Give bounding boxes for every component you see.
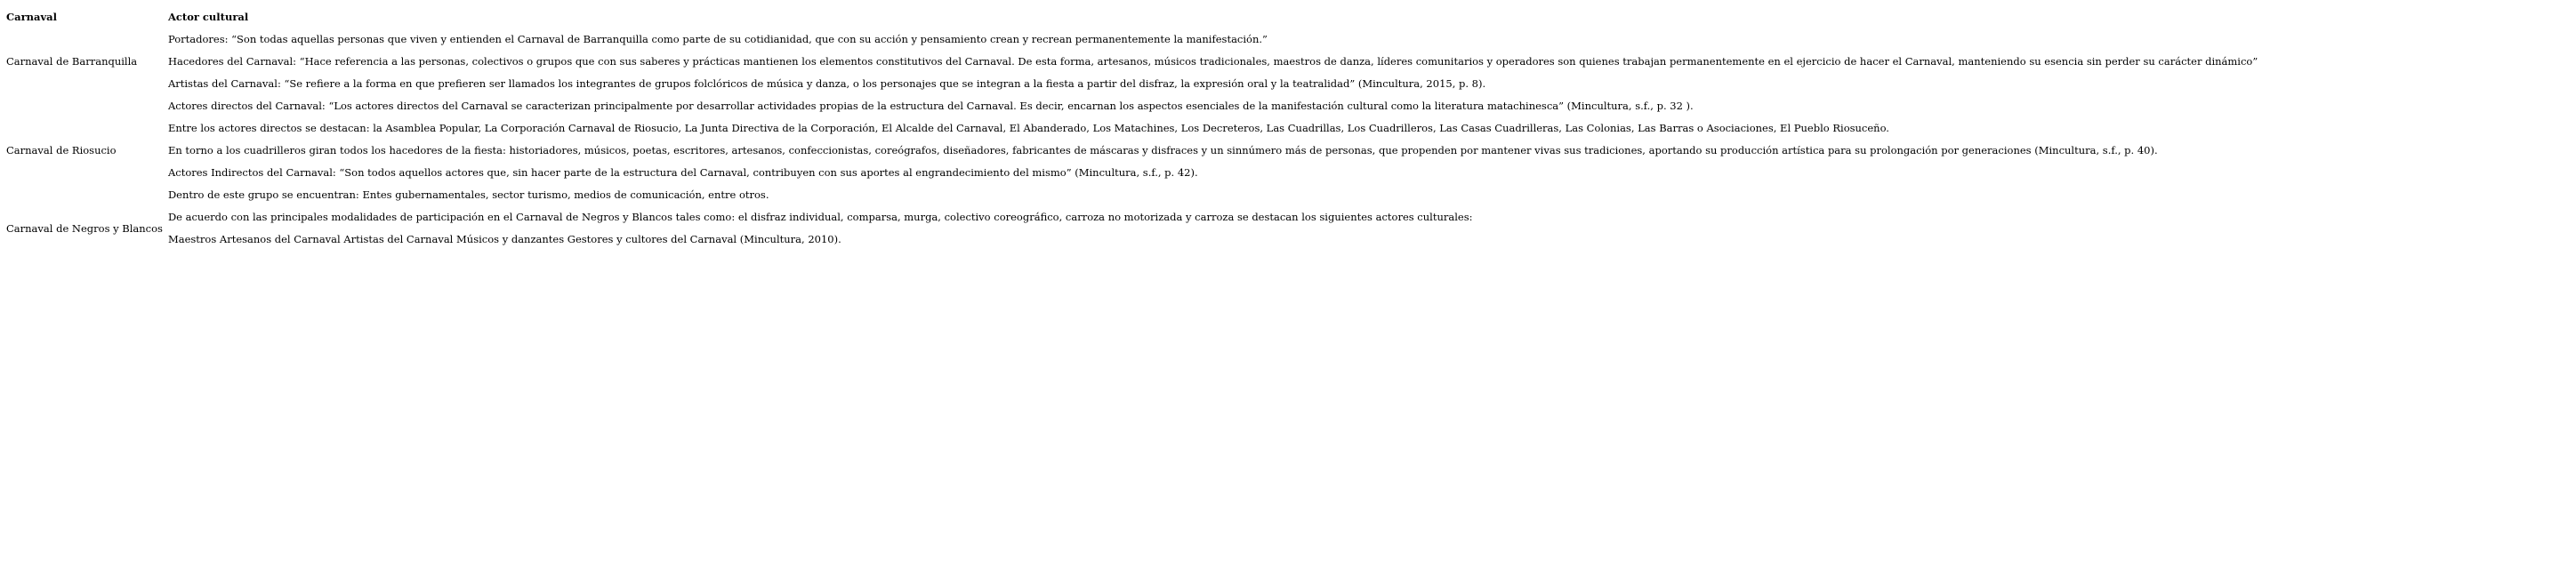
table-row bbox=[4, 73, 2260, 95]
header-actor-cultural: Actor cultural bbox=[167, 11, 249, 23]
actor-cell: Portadores: “Son todas aquellas personas que viven y entienden el Carnaval de Barranquilla como parte de su cotidianidad, que con su acción y pensamiento crean y recrean permanentemente la manifestación.” bbox=[167, 33, 1268, 45]
actor-cell: Actores directos del Carnaval: “Los actores directos del Carnaval se caracterizan principalmente por desarrollar actividades propias de la estructura del Carnaval. Es decir, encarnan los aspectos esenciales de la manifestación cultural como la literatura matachinesca” (Mincultura, s.f., p. 32 ). bbox=[167, 100, 1694, 112]
table-row bbox=[4, 95, 2260, 117]
actor-cell: Artistas del Carnaval: “Se refiere a la forma en que prefieren ser llamados los integrantes de grupos folclóricos de música y danza, o los personajes que se integran a la fiesta a partir del disfraz, la expresión oral y la teatralidad” (Mincultura, 2015, p. 8). bbox=[167, 77, 1486, 90]
carnaval-actors-table bbox=[4, 6, 2260, 251]
actor-cell: Maestros Artesanos del Carnaval Artistas del Carnaval Músicos y danzantes Gestores y cultores del Carnaval (Mincultura, 2010). bbox=[167, 233, 841, 245]
actor-cell: De acuerdo con las principales modalidades de participación en el Carnaval de Negros y Blancos tales como: el disfraz individual, comparsa, murga, colectivo coreográfico, carroza no motorizada y carroza se destacan los siguientes actores culturales: bbox=[167, 211, 1473, 223]
table-row bbox=[4, 228, 2260, 251]
table-row bbox=[4, 28, 2260, 51]
carnaval-name-cell: Carnaval de Barranquilla bbox=[6, 55, 138, 68]
actor-cell: Entre los actores directos se destacan: la Asamblea Popular, La Corporación Carnaval de Riosucio, La Junta Directiva de la Corporación, El Alcalde del Carnaval, El Abanderado, Los Matachines, Los Decreteros, Las Cuadrillas, Los Cuadrilleros, Las Casas Cuadrilleras, Las Colonias, Las Barras o Asociaciones, El Pueblo Riosuceño. bbox=[167, 122, 1889, 134]
table-row bbox=[4, 140, 2260, 162]
header-carnaval: Carnaval bbox=[6, 11, 57, 23]
actor-cell: Actores Indirectos del Carnaval: “Son todos aquellos actores que, sin hacer parte de la estructura del Carnaval, contribuyen con sus aportes al engrandecimiento del mismo” (Mincultura, s.f., p. 42). bbox=[167, 166, 1198, 179]
actor-cell: En torno a los cuadrilleros giran todos los hacedores de la fiesta: historiadores, músicos, poetas, escritores, artesanos, confeccionistas, coreógrafos, diseñadores, fabricantes de máscaras y disfraces y un sinnúmero más de personas, que propenden por mantener vivas sus tradiciones, aportando su producción artística para su prolongación por generaciones (Mincultura, s.f., p. 40). bbox=[167, 144, 2158, 156]
table-header-row bbox=[4, 6, 2260, 28]
table-row bbox=[4, 206, 2260, 228]
carnaval-name-cell: Carnaval de Negros y Blancos bbox=[6, 221, 163, 235]
actor-cell: Dentro de este grupo se encuentran: Entes gubernamentales, sector turismo, medios de comunicación, entre otros. bbox=[167, 188, 769, 201]
actor-cell: Hacedores del Carnaval: “Hace referencia a las personas, colectivos o grupos que con sus saberes y prácticas mantienen los elementos constitutivos del Carnaval. De esta forma, artesanos, músicos tradicionales, maestros de danza, líderes comunitarios y operadores son quienes trabajan permanentemente en el ejercicio de hacer el Carnaval, manteniendo su esencia sin perder su carácter dinámico” bbox=[167, 55, 2258, 68]
carnaval-name-cell: Carnaval de Riosucio bbox=[6, 144, 117, 156]
table-row bbox=[4, 117, 2260, 140]
table-row bbox=[4, 51, 2260, 73]
table-row bbox=[4, 162, 2260, 184]
table-row bbox=[4, 184, 2260, 206]
